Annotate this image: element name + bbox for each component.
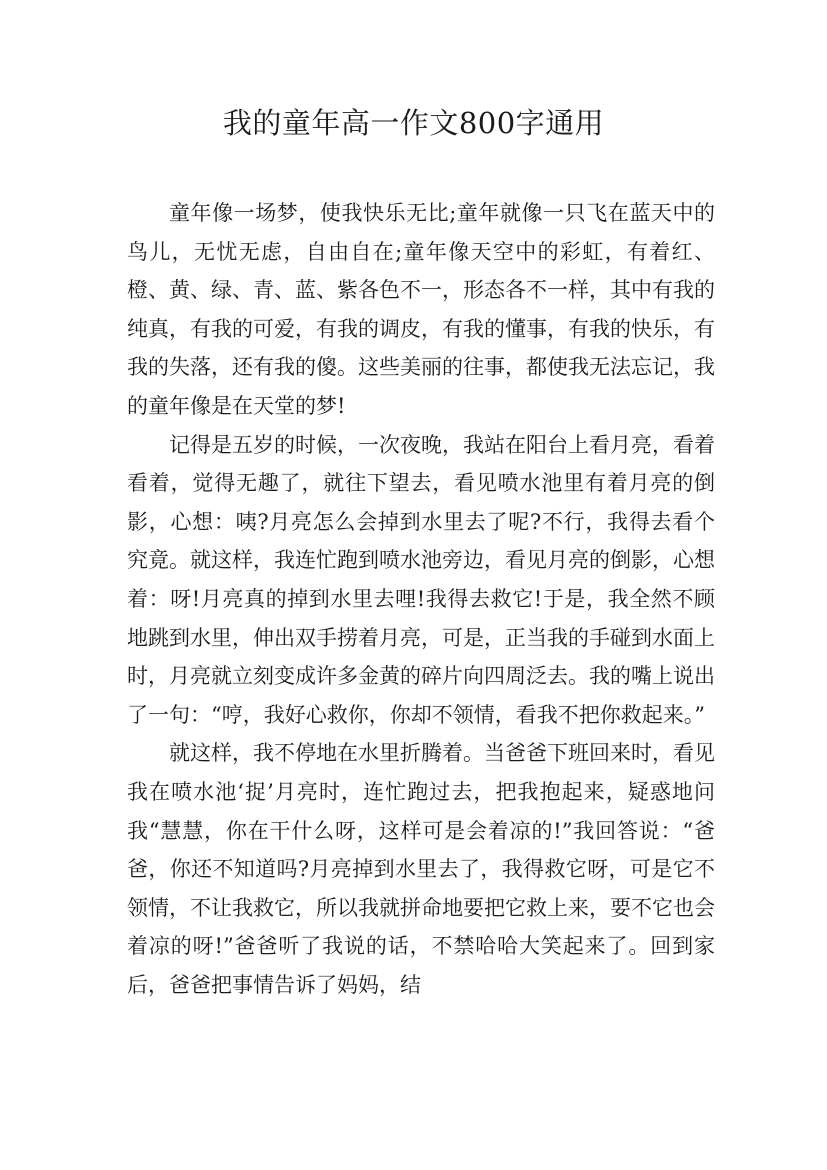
paragraph-2: 记得是五岁的时候，一次夜晚，我站在阳台上看月亮，看着看着，觉得无趣了，就往下望去，看见喷水池里有着月亮的倒影，心想：咦?月亮怎么会掉到水里去了呢?不行，我得去看个究竟。就这样，我连忙跑到喷水池旁边，看见月亮的倒影，心想着：呀!月亮真的掉到水里去哩!我得去救它!于是，我全然不顾地跳到水里，伸出双手捞着月亮，可是，正当我的手碰到水面上时，月亮就立刻变成许多金黄的碎片向四周泛去。我的嘴上说出了一句：“哼，我好心救你，你却不领情，看我不把你救起来。”	[127, 432, 715, 727]
paragraph-1: 童年像一场梦，使我快乐无比;童年就像一只飞在蓝天中的鸟儿，无忧无虑，自由自在;童年像天空中的彩虹，有着红、橙、黄、绿、青、蓝、紫各色不一，形态各不一样，其中有我的纯真，有我的可爱，有我的调皮，有我的懂事，有我的快乐，有我的失落，还有我的傻。这些美丽的往事，都使我无法忘记，我的童年像是在天堂的梦!	[127, 201, 715, 418]
document-body	[127, 194, 715, 1004]
paragraph-3: 就这样，我不停地在水里折腾着。当爸爸下班回来时，看见我在喷水池‘捉’月亮时，连忙跑过去，把我抱起来，疑惑地问我“慧慧，你在干什么呀，这样可是会着凉的!”我回答说：“爸爸，你还不知道吗?月亮掉到水里去了，我得救它呀，可是它不领情，不让我救它，所以我就拼命地要把它救上来，要不它也会着凉的呀!”爸爸听了我说的话，不禁哈哈大笑起来了。回到家后，爸爸把事情告诉了妈妈，结	[127, 741, 715, 997]
document-title: 我的童年高一作文800字通用	[222, 106, 605, 140]
